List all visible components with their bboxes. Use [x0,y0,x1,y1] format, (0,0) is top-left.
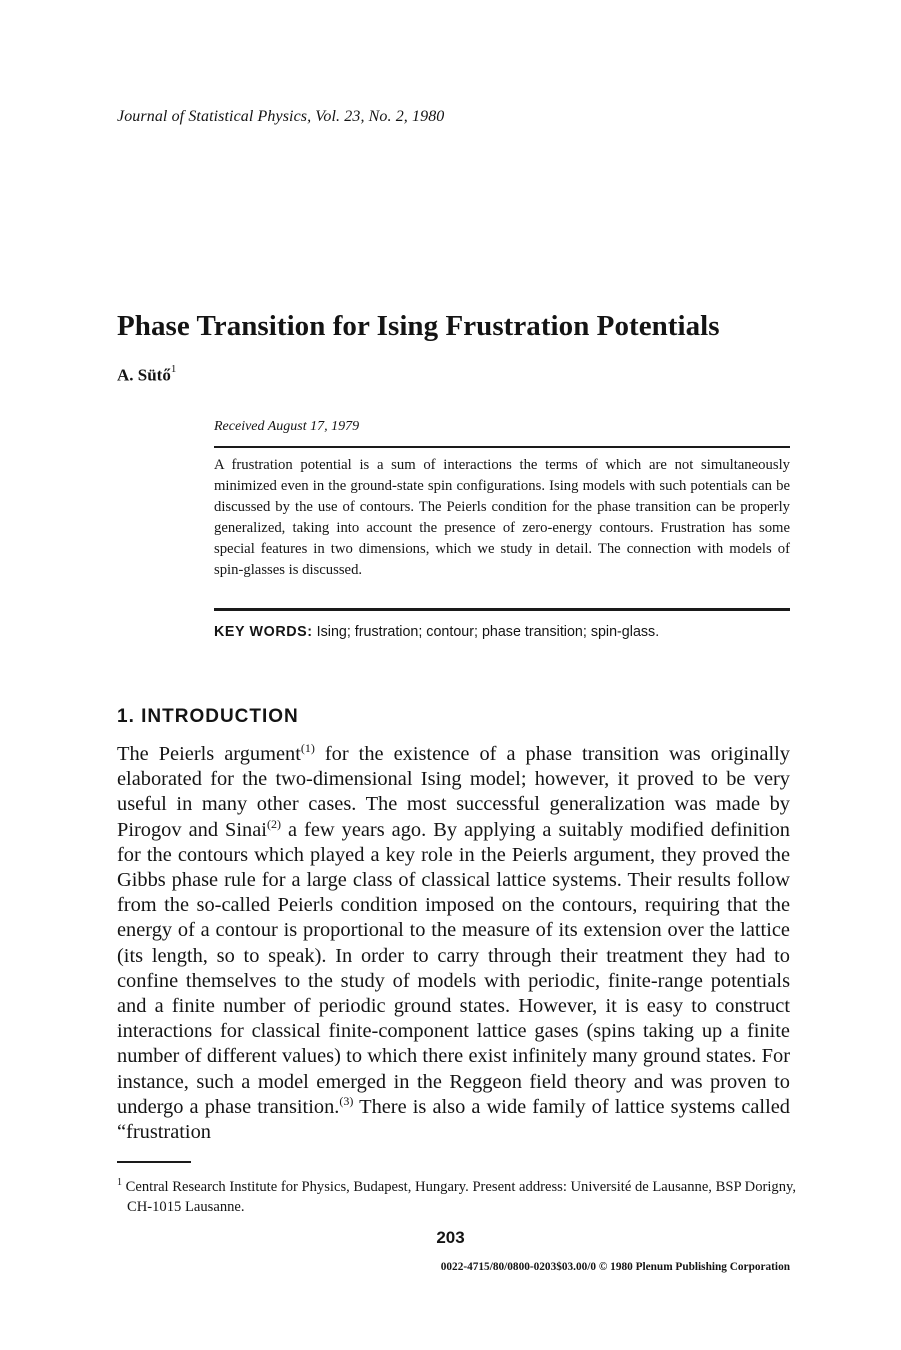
keywords-label: KEY WORDS: [214,624,313,640]
journal-header: Journal of Statistical Physics, Vol. 23, No. 2, 1980 [117,108,445,125]
paragraph-text-2: for the existence of a phase transition was originally elaborated for the two-dimensional Ising model; however, it proved to be very useful in many other cases. The most successful generalization was made by Pirogov and Sinai [117,743,790,841]
footnote-mark: 1 [117,1177,122,1189]
page-number: 203 [436,1228,465,1247]
introduction-paragraph [117,742,790,1145]
keywords-list: Ising; frustration; contour; phase transition; spin-glass. [316,624,660,640]
received-date: Received August 17, 1979 [214,419,360,434]
citation-3: (3) [339,1094,354,1109]
keywords [214,624,659,640]
footnote-rule [117,1161,191,1163]
author-line [117,365,176,386]
copyright-line: 0022-4715/80/0800-0203$03.00/0 © 1980 Plenum Publishing Corporation [440,1261,790,1273]
abstract: A frustration potential is a sum of interactions the terms of which are not simultaneously minimized even in the ground-state spin configurations. Ising models with such potentials can be discussed by the use of contours. The Peierls condition for the phase transition can be properly generalized, taking into account the presence of zero-energy contours. Frustration has some special features in two dimensions, which we study in detail. The connection with models of spin-glasses is discussed. [214,457,790,578]
citation-1: (1) [300,741,315,756]
article-title: Phase Transition for Ising Frustration Potentials [117,310,720,342]
citation-2: (2) [266,816,281,831]
paragraph-text-4: There is also a wide family of lattice systems called “frustration [117,1095,791,1144]
author-footnote-mark: 1 [170,363,177,375]
abstract-top-rule [214,446,790,448]
section-heading: 1. INTRODUCTION [117,706,299,727]
paragraph-text-3: a few years ago. By applying a suitably modified definition for the contours which played a key role in the Peierls argument, they proved the Gibbs phase rule for a large class of classical lattice systems. Their results follow from the so-called Peierls condition imposed on the contours, requiring that the energy of a contour is proportional to the measure of its extension over the lattice (its length, so to speak). In order to carry through their treatment they had to confine themselves to the study of models with periodic, finite-range potentials and a finite number of periodic ground states. However, it is easy to construct interactions for classical finite-component lattice gases (spins taking up a finite number of different values) to which there exist infinitely many ground states. For instance, such a model emerged in the Reggeon field theory and was proven to undergo a phase transition. [117,818,790,1118]
paragraph-text-1: The Peierls argument [117,743,301,765]
author-name: A. Sütő [117,365,171,385]
abstract-bottom-rule [214,608,790,611]
footnote-text: Central Research Institute for Physics, Budapest, Hungary. Present address: Université de Lausanne, BSP Dorigny, CH-1015 Lausanne. [122,1179,797,1215]
footnote [117,1177,800,1217]
